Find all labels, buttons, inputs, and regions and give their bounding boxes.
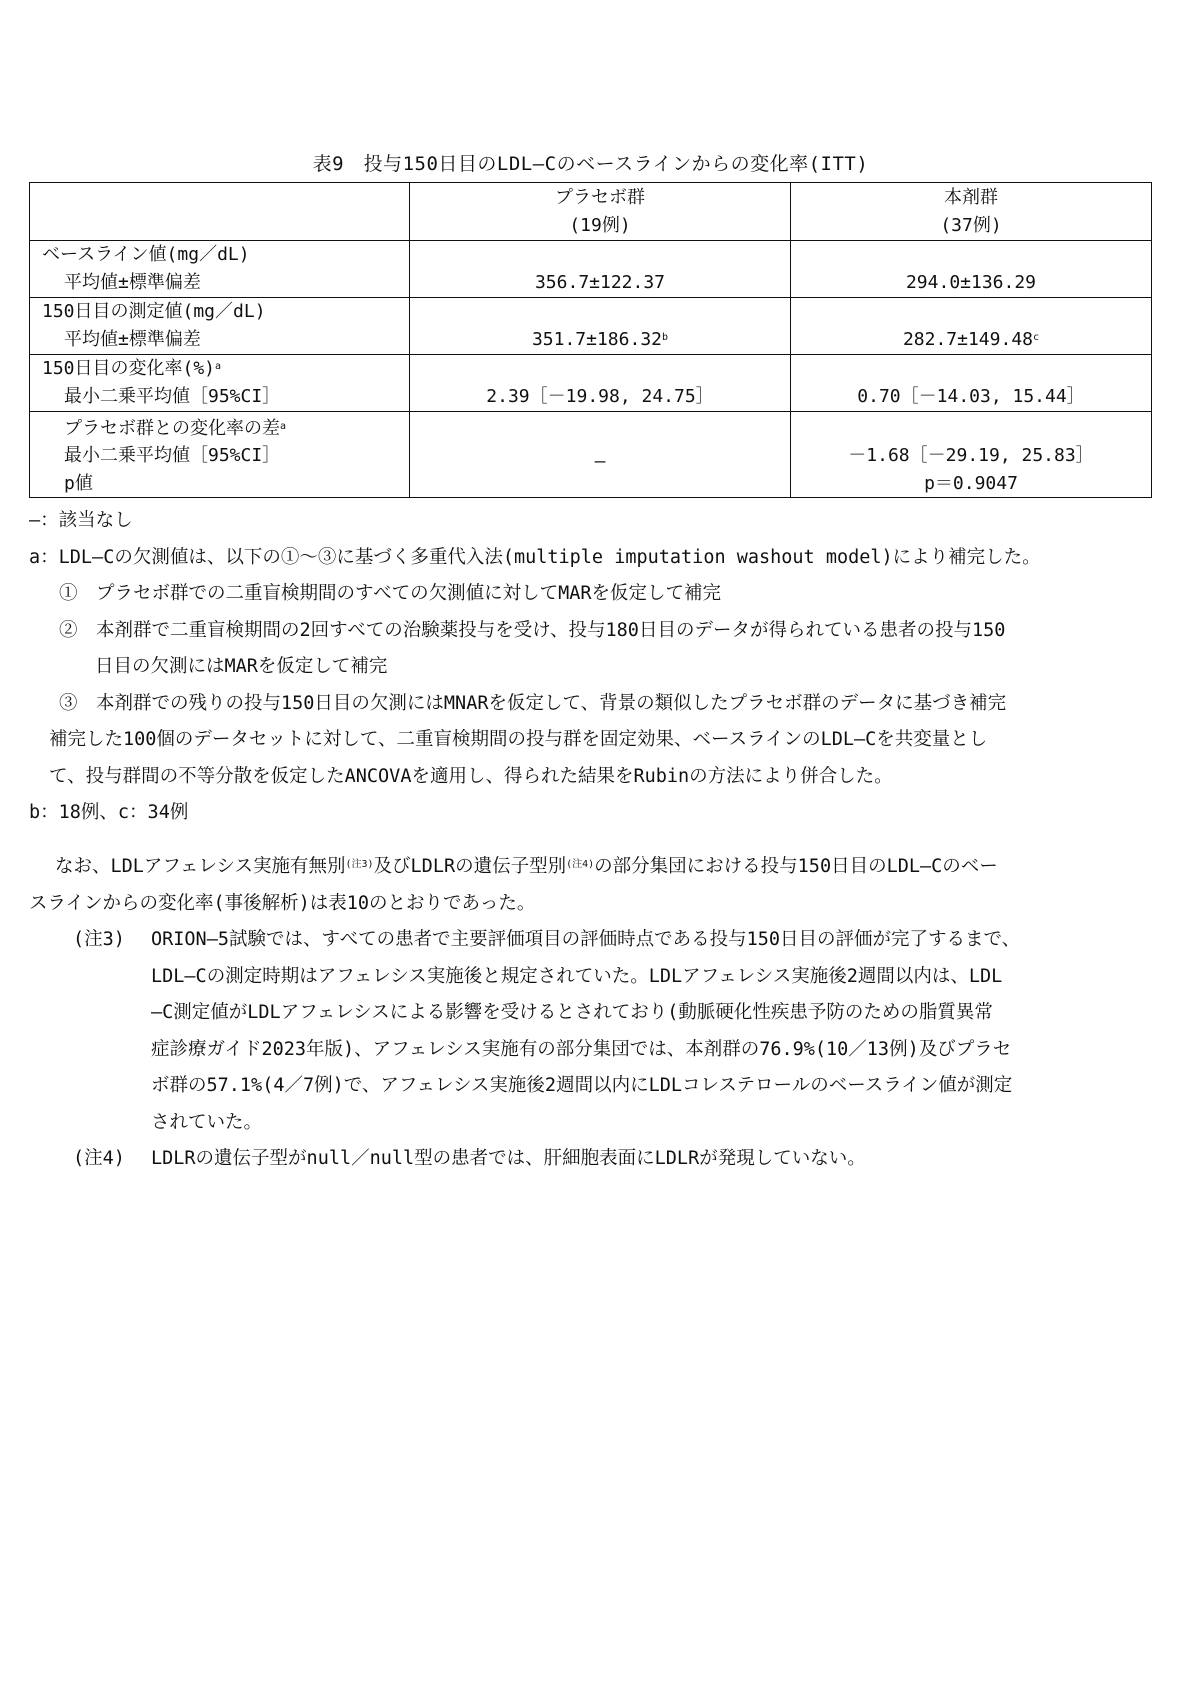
header-placebo: [410, 183, 791, 241]
table-row: [30, 412, 1152, 498]
value: 0.70［－14.03, 15.44］: [857, 386, 1085, 407]
body-paragraph: [29, 849, 1154, 1178]
table-row: [30, 241, 1152, 298]
row-label-sub: 最小二乗平均値［95%CI］: [64, 445, 281, 466]
row-label-sub: 平均値±標準偏差: [64, 272, 201, 293]
footnote-line: ORION―5試験では、すべての患者で主要評価項目の評価時点である投与150日目の評価が完了するまで、: [151, 929, 1021, 950]
note-a-cont1: 補完した100個のデータセットに対して、二重盲検期間の投与群を固定効果、ベースラインのLDL―Cを共変量とし: [49, 729, 988, 750]
note-dash: ―：該当なし: [29, 510, 133, 531]
row-label-top: 150日目の変化率(%): [42, 358, 216, 379]
table-caption: 表9 投与150日目のLDL―Cのベースラインからの変化率(ITT): [312, 153, 869, 175]
note-a-item2: ② 本剤群で二重盲検期間の2回すべての治験薬投与を受け、投与180日目のデータが得られている患者の投与150: [59, 619, 1006, 641]
footnote-tag: (注3): [73, 929, 125, 950]
paragraph-line: スラインからの変化率(事後解析)は表10のとおりであった。: [29, 892, 536, 914]
footnote-ref: (注3): [345, 859, 374, 870]
cell-placebo: [410, 412, 791, 498]
row-label-sub: 最小二乗平均値［95%CI］: [64, 386, 281, 407]
header-placebo-n: (19例): [569, 215, 631, 236]
note-bc: b：18例、c：34例: [29, 802, 189, 823]
row-label: [30, 241, 410, 298]
header-drug-n: (37例): [940, 215, 1002, 236]
note-a-item2-cont: 日目の欠測にはMARを仮定して補完: [95, 656, 388, 677]
value: ―: [594, 450, 606, 472]
table-header-row: [30, 183, 1152, 241]
row-label-sub: 平均値±標準偏差: [64, 329, 201, 350]
footnote-tag: (注4): [73, 1148, 125, 1169]
text: の部分集団における投与150日目のLDL―Cのベー: [594, 856, 998, 877]
paragraph-line: [29, 849, 1154, 886]
header-placebo-label: プラセボ群: [555, 187, 645, 208]
footnote-line: LDLRの遺伝子型がnull／null型の患者では、肝細胞表面にLDLRが発現していない。: [151, 1148, 866, 1169]
note-a-item3: ③ 本剤群での残りの投与150日目の欠測にはMNARを仮定して、背景の類似したプラセボ群のデータに基づき補完: [59, 692, 1007, 714]
note-a: a：LDL―Cの欠測値は、以下の①～③に基づく多重代入法(multiple imputation washout model)により補完した。: [29, 546, 1041, 568]
cell-placebo: [410, 241, 791, 298]
value: 294.0±136.29: [905, 272, 1037, 293]
value: －1.68［－29.19, 25.83］: [848, 445, 1094, 466]
p-value: p＝0.9047: [924, 472, 1018, 494]
header-drug-label: 本剤群: [944, 187, 998, 208]
note-a-cont2: て、投与群間の不等分散を仮定したANCOVAを適用し、得られた結果をRubinの方法により併合した。: [49, 765, 893, 787]
note-a-item1: ① プラセボ群での二重盲検期間のすべての欠測値に対してMARを仮定して補完: [59, 583, 722, 604]
value: 282.7±149.48: [902, 329, 1033, 350]
footnote-ref: (注4): [566, 859, 595, 870]
cell-drug: [791, 412, 1152, 498]
cell-drug: [791, 355, 1152, 412]
header-empty: [30, 183, 410, 241]
row-label-top: ベースライン値(mg／dL): [42, 244, 250, 265]
cell-placebo: [410, 355, 791, 412]
footnote-line: されていた。: [151, 1111, 263, 1133]
value: 2.39［－19.98, 24.75］: [486, 386, 714, 407]
footnote-marker: a: [215, 361, 222, 372]
text: なお、LDLアフェレシス実施有無別: [55, 856, 346, 877]
cell-drug: [791, 298, 1152, 355]
row-label: [30, 412, 410, 498]
footnote-4: [29, 1141, 1154, 1178]
row-label: [30, 298, 410, 355]
table-row: [30, 355, 1152, 412]
footnote-3: [29, 922, 1154, 1141]
row-label-sub2: p値: [64, 472, 93, 494]
footnote-marker: c: [1033, 332, 1040, 343]
footnote-line: ボ群の57.1%(4／7例)で、アフェレシス実施後2週間以内にLDLコレステロールのベースライン値が測定: [151, 1075, 1013, 1096]
table-row: [30, 298, 1152, 355]
row-label-top: 150日目の測定値(mg／dL): [42, 301, 266, 322]
cell-placebo: [410, 298, 791, 355]
text: 及びLDLRの遺伝子型別: [373, 856, 567, 877]
footnote-marker: b: [662, 332, 669, 343]
footnote-line: 症診療ガイド2023年版)、アフェレシス実施有の部分集団では、本剤群の76.9%(10／13例)及びプラセ: [151, 1038, 1012, 1060]
footnote-body: [151, 922, 1154, 1141]
footnote-line: ―C測定値がLDLアフェレシスによる影響を受けるとされており(動脈硬化性疾患予防のための脂質異常: [151, 1002, 993, 1023]
footnote-line: LDL―Cの測定時期はアフェレシス実施後と規定されていた。LDLアフェレシス実施後2週間以内は、LDL: [151, 965, 1003, 987]
table-notes: [29, 503, 1154, 832]
footnote-body: [151, 1141, 1154, 1178]
row-label-top: プラセボ群との変化率の差: [64, 417, 280, 439]
value: 356.7±122.37: [534, 272, 666, 293]
results-table: [29, 182, 1152, 498]
header-drug: [791, 183, 1152, 241]
cell-drug: [791, 241, 1152, 298]
footnote-marker: a: [280, 420, 287, 432]
value: 351.7±186.32: [531, 329, 662, 350]
row-label: [30, 355, 410, 412]
